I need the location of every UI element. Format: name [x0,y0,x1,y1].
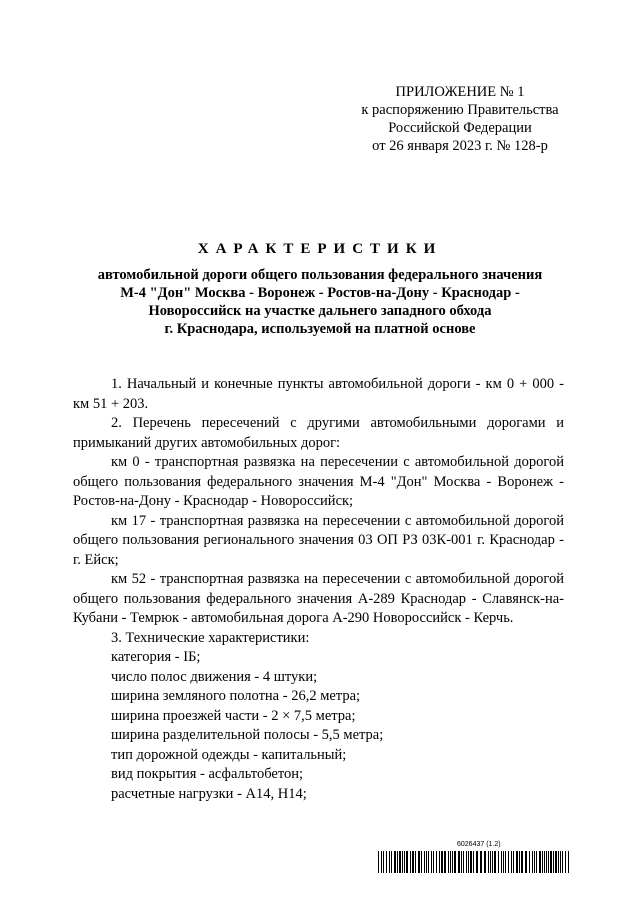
document-subtitle [70,266,570,338]
spec-median-width: ширина разделительной полосы - 5,5 метра; [111,727,384,743]
spec-roadbed-width: ширина земляного полотна - 26,2 метра; [111,688,361,704]
appendix-number: ПРИЛОЖЕНИЕ № 1 [395,84,525,100]
spec-surface-type: вид покрытия - асфальтобетон; [111,766,304,782]
subtitle-line-3: Новороссийск на участке дальнего западного обхода [148,303,492,319]
spec-pavement-type: тип дорожной одежды - капитальный; [111,746,347,763]
appendix-authority: Российской Федерации [388,120,532,136]
spec-design-loads: расчетные нагрузки - А14, Н14; [111,785,307,802]
appendix-header [350,83,570,155]
paragraph-technical-heading: 3. Технические характеристики: [111,629,310,646]
document-body [73,375,564,804]
appendix-date-number: от 26 января 2023 г. № 128-р [372,138,548,154]
document-title: ХАРАКТЕРИСТИКИ [197,241,443,257]
subtitle-line-2: М-4 "Дон" Москва - Воронеж - Ростов-на-Дону - Краснодар - [120,285,520,301]
spec-carriageway-width: ширина проезжей части - 2 × 7,5 метра; [111,707,356,724]
spec-lanes: число полос движения - 4 штуки; [111,668,318,685]
paragraph-km-17: км 17 - транспортная развязка на пересечении с автомобильной дорогой общего пользования регионального значения 03 ОП РЗ 03К-001 г. Краснодар - г. Ейск; [73,512,564,568]
paragraph-km-52: км 52 - транспортная развязка на пересечении с автомобильной дорогой общего пользования федерального значения А-289 Краснодар - Славянск-на-Кубани - Темрюк - автомобильная дорога А-290 Новороссийск - Керчь. [73,571,564,626]
subtitle-line-4: г. Краснодара, используемой на платной основе [164,321,476,337]
barcode-number: 6026437 (1.2) [457,841,501,848]
paragraph-km-0: км 0 - транспортная развязка на пересечении с автомобильной дорогой общего пользования федерального значения М-4 "Дон" Москва - Воронеж - Ростов-на-Дону - Краснодар - Новороссийск; [73,454,564,509]
spec-category: категория - IБ; [111,649,201,665]
paragraph-intersections-heading: 2. Перечень пересечений с другими автомобильными дорогами и примыканий других автомобильных дорог: [73,415,564,451]
subtitle-line-1: автомобильной дороги общего пользования федерального значения [97,267,543,283]
paragraph-start-end-points: 1. Начальный и конечные пункты автомобильной дороги - км 0 + 000 - км 51 + 203. [73,376,564,412]
barcode-image [378,851,570,873]
appendix-reference: к распоряжению Правительства [361,102,559,118]
